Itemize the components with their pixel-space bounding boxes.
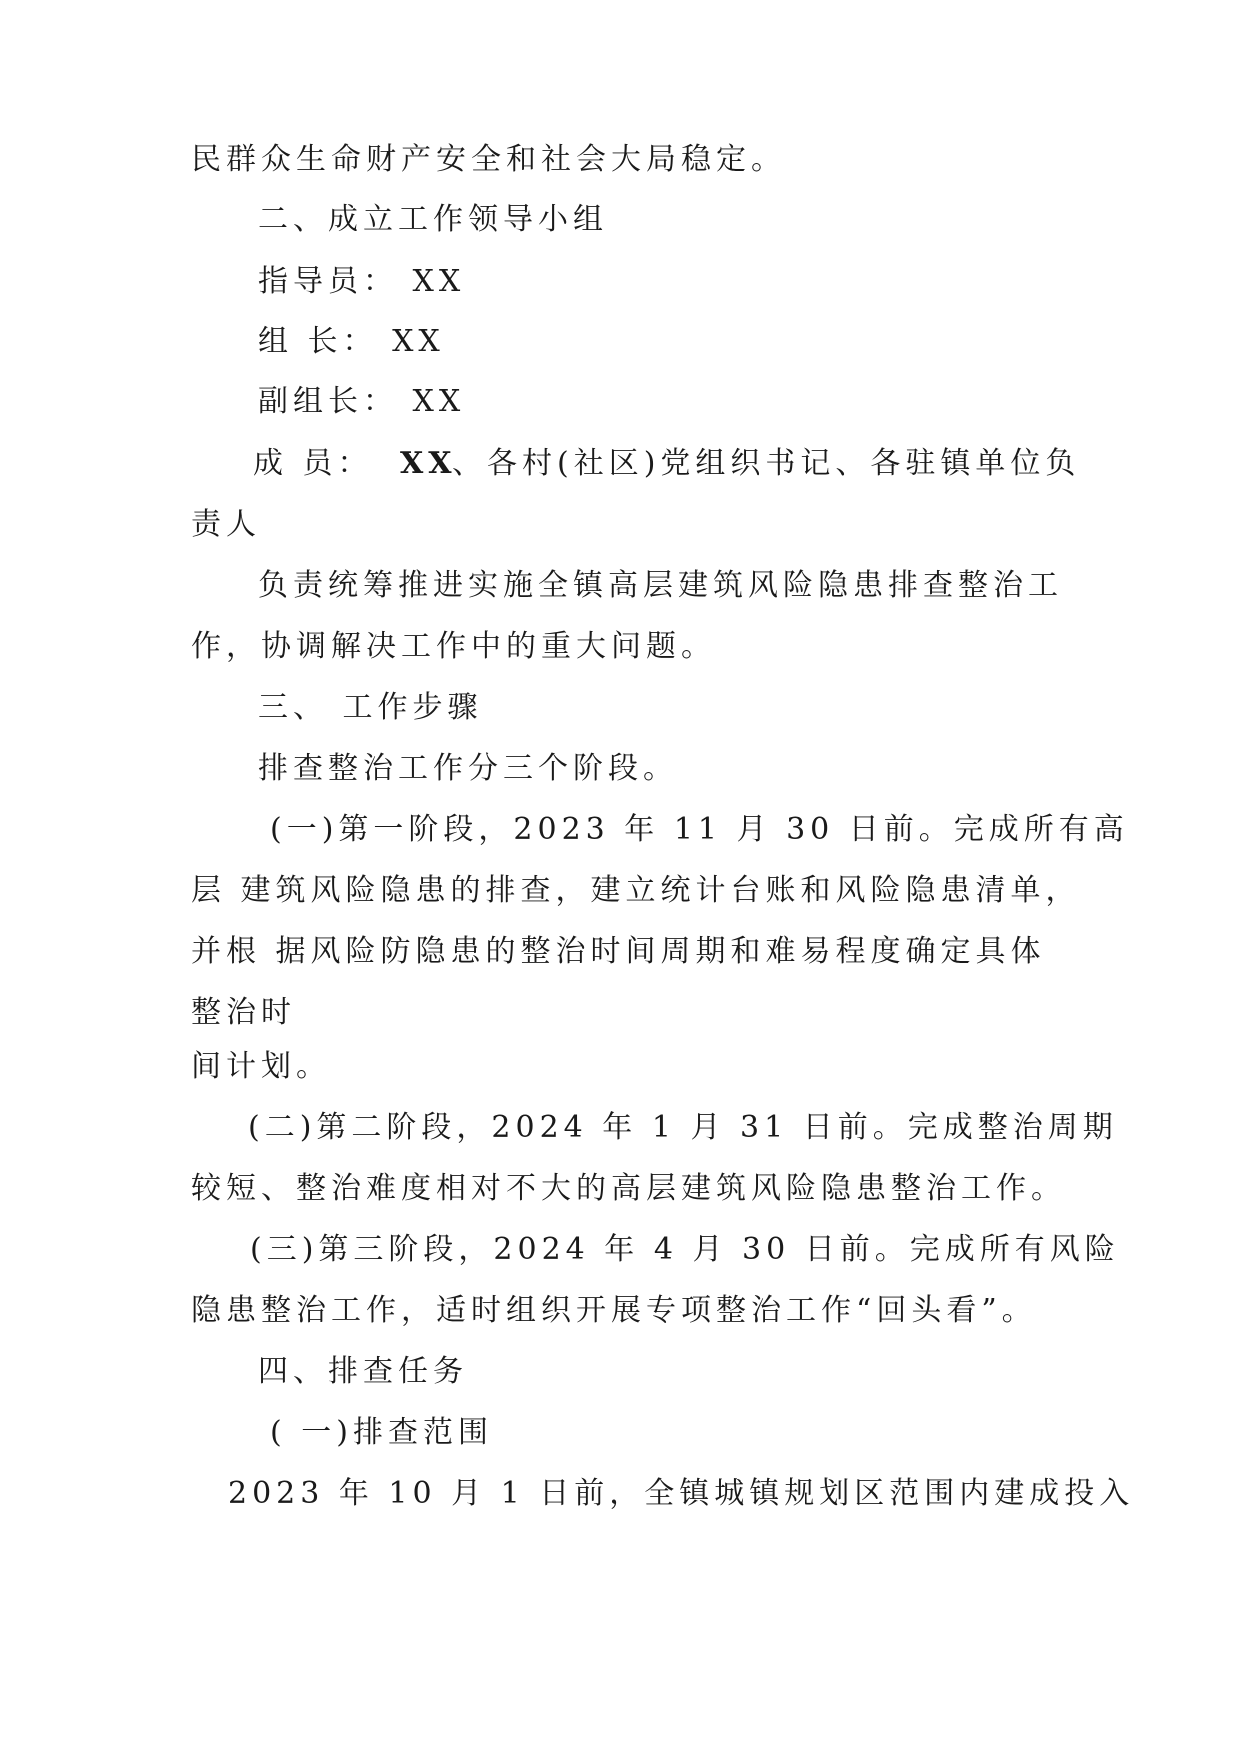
text-line: 间计划。 [191,1049,331,1084]
text-line: 负责统筹推进实施全镇高层建筑风险隐患排查整治工 [258,568,1063,603]
text-line: 责人 [191,507,261,542]
text-line: 、各村(社区)党组织书记、各驻镇单位负 [452,446,1081,481]
text-line: 隐患整治工作，适时组织开展专项整治工作“回头看”。 [191,1293,1037,1328]
subsection-heading: ( 一)排查范围 [270,1415,493,1450]
section-heading: 四、排查任务 [258,1354,468,1389]
text-line: 较短、整治难度相对不大的高层建筑风险隐患整治工作。 [191,1171,1066,1206]
text-line: (一)第一阶段，2023 年 11 月 30 日前。完成所有高 [270,812,1129,847]
text-line: 副组长： XX [258,384,466,419]
text-line: 作，协调解决工作中的重大问题。 [191,629,716,664]
text-line: (二)第二阶段，2024 年 1 月 31 日前。完成整治周期 [248,1110,1118,1145]
section-heading: 二、成立工作领导小组 [258,202,608,237]
text-line: 组 长： XX [258,324,445,359]
text-line: 2023 年 10 月 1 日前，全镇城镇规划区范围内建成投入 [228,1476,1135,1511]
text-line: (三)第三阶段，2024 年 4 月 30 日前。完成所有风险 [250,1232,1120,1267]
section-heading: 三、 工作步骤 [258,690,483,725]
text-line: XX [400,446,457,481]
text-line: 并根 据风险防隐患的整治时间周期和难易程度确定具体 [191,934,1046,969]
text-line: 成 员： [253,446,373,481]
text-line: 排查整治工作分三个阶段。 [258,751,678,786]
text-line: 层 建筑风险隐患的排查，建立统计台账和风险隐患清单， [191,873,1081,908]
text-line: 整治时 [191,995,296,1030]
text-line: 指导员： XX [258,264,466,299]
text-line: 民群众生命财产安全和社会大局稳定。 [191,142,786,177]
